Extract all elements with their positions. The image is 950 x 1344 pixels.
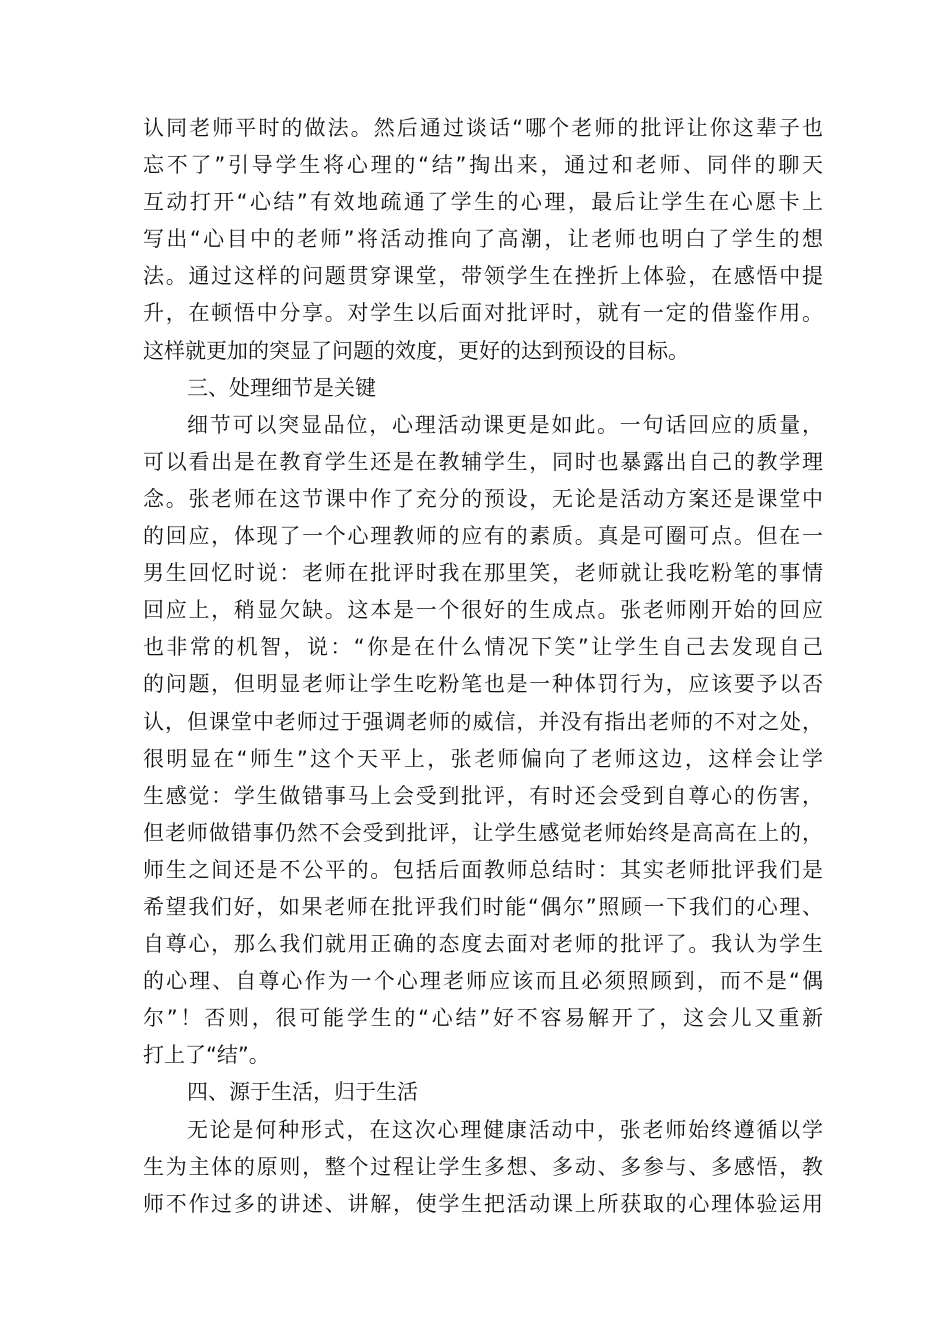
paragraph-continuation — [143, 110, 823, 370]
text-line: 希望我们好，如果老师在批评我们时能“偶尔”照顾一下我们的心理、 — [143, 894, 823, 919]
text-line: 打上了“结”。 — [143, 1043, 270, 1068]
section-heading-4: 四、源于生活，归于生活 — [187, 1080, 418, 1105]
text-line: 写出“心目中的老师”将活动推向了高潮，让老师也明白了学生的想 — [143, 227, 823, 252]
text-line: 但老师做错事仍然不会受到批评，让学生感觉老师始终是高高在上的， — [143, 820, 823, 845]
section-heading-3: 三、处理细节是关键 — [187, 375, 376, 400]
text-line: 师不作过多的讲述、讲解，使学生把活动课上所获取的心理体验运用 — [143, 1191, 823, 1216]
text-line: 念。张老师在这节课中作了充分的预设，无论是活动方案还是课堂中 — [143, 486, 823, 511]
text-line: 生感觉：学生做错事马上会受到批评，有时还会受到自尊心的伤害， — [143, 783, 823, 808]
text-line: 忘不了”引导学生将心理的“结”掏出来，通过和老师、同伴的聊天 — [143, 153, 823, 178]
text-line: 师生之间还是不公平的。包括后面教师总结时：其实老师批评我们是 — [143, 857, 823, 882]
text-line: 自尊心，那么我们就用正确的态度去面对老师的批评了。我认为学生 — [143, 932, 823, 957]
text-line: 男生回忆时说：老师在批评时我在那里笑，老师就让我吃粉笔的事情 — [143, 561, 823, 586]
text-line: 尔”！否则，很可能学生的“心结”好不容易解开了，这会儿又重新 — [143, 1006, 823, 1031]
text-line: 认同老师平时的做法。然后通过谈话“哪个老师的批评让你这辈子也 — [143, 116, 823, 140]
text-line: 互动打开“心结”有效地疏通了学生的心理，最后让学生在心愿卡上 — [143, 190, 823, 215]
text-line: 可以看出是在教育学生还是在教辅学生，同时也暴露出自己的教学理 — [143, 449, 823, 474]
paragraph-details — [143, 407, 823, 1075]
text-line: 认，但课堂中老师过于强调老师的威信，并没有指出老师的不对之处， — [143, 709, 823, 734]
text-line: 的心理、自尊心作为一个心理老师应该而且必须照顾到，而不是“偶 — [143, 969, 823, 994]
text-line: 法。通过这样的问题贯穿课堂，带领学生在挫折上体验，在感悟中提 — [143, 264, 823, 289]
text-line: 这样就更加的突显了问题的效度，更好的达到预设的目标。 — [143, 338, 689, 363]
text-line: 也非常的机智，说：“你是在什么情况下笑”让学生自己去发现自己 — [143, 635, 823, 660]
text-line: 无论是何种形式，在这次心理健康活动中，张老师始终遵循以学 — [187, 1117, 823, 1142]
paragraph-life — [143, 1112, 823, 1223]
text-line: 细节可以突显品位，心理活动课更是如此。一句话回应的质量， — [187, 412, 823, 437]
text-line: 回应上，稍显欠缺。这本是一个很好的生成点。张老师刚开始的回应 — [143, 598, 823, 623]
text-line: 生为主体的原则，整个过程让学生多想、多动、多参与、多感悟，教 — [143, 1154, 823, 1179]
document-page — [143, 110, 823, 1223]
text-line: 的回应，体现了一个心理教师的应有的素质。真是可圈可点。但在一 — [143, 524, 823, 549]
text-line: 的问题，但明显老师让学生吃粉笔也是一种体罚行为，应该要予以否 — [143, 672, 823, 697]
text-line: 升，在顿悟中分享。对学生以后面对批评时，就有一定的借鉴作用。 — [143, 301, 823, 326]
text-line: 很明显在“师生”这个天平上，张老师偏向了老师这边，这样会让学 — [143, 746, 823, 771]
